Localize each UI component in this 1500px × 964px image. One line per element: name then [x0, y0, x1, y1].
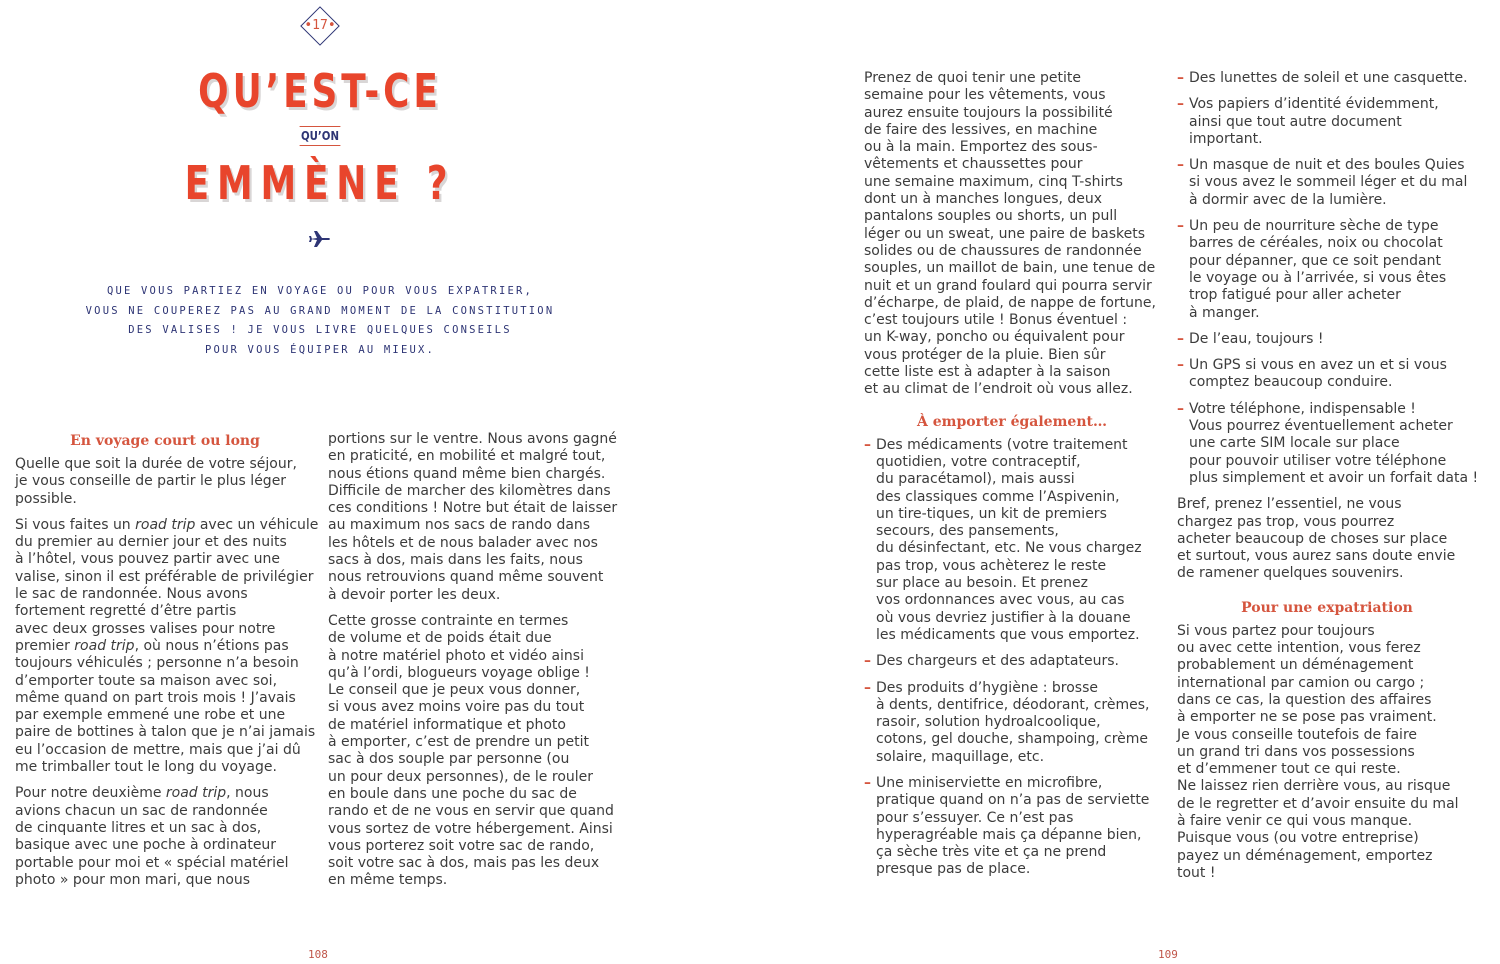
text-line: à faire venir ce qui vous manque. [1177, 812, 1413, 829]
dash-bullet-icon: – [1177, 218, 1184, 235]
text-line: vous porterez soit votre sac de rando, [328, 837, 595, 854]
text-line: si vous avez le sommeil léger et du mal [1189, 174, 1468, 191]
text-line: Des médicaments (votre traitement [876, 436, 1128, 453]
text-line: de faire des lessives, en machine [864, 121, 1098, 138]
left-column-2 [328, 431, 628, 899]
text-line: c’est toujours utile ! Bonus éventuel : [864, 312, 1128, 329]
text-line: ou à la main. Emportez des sous- [864, 139, 1098, 156]
text-line: sur place au besoin. Et prenez [876, 575, 1088, 592]
dash-bullet-icon: – [1177, 357, 1184, 374]
paragraph [1177, 623, 1477, 882]
text-line: basique avec une poche à ordinateur [15, 837, 277, 854]
text-line: ou avec cette intention, vous ferez [1177, 640, 1421, 657]
text-line: secours, des pansements, [876, 523, 1059, 540]
text-line: soit votre sac à dos, mais pas les deux [328, 855, 600, 872]
intro-line: DES VALISES ! JE VOUS LIVRE QUELQUES CONSEILS [128, 324, 512, 336]
text-line: me trimballer tout le long du voyage. [15, 759, 277, 776]
paragraph [864, 70, 1160, 399]
text-line: une carte SIM locale sur place [1189, 435, 1400, 452]
text-line: du premier au dernier jour et des nuits [15, 534, 287, 551]
text-line: un K-way, poncho ou équivalent pour [864, 329, 1125, 346]
paragraph [15, 516, 319, 776]
text-line: ainsi que tout autre document [1189, 113, 1402, 130]
text-line: Si vous faites un road trip avec un véhicule [15, 516, 319, 533]
text-line: en praticité, en mobilité et malgré tout, [328, 448, 606, 465]
bullet-item [1177, 218, 1477, 322]
text-line: fortement regretté d’être partis [15, 603, 237, 620]
dash-bullet-icon: – [1177, 400, 1184, 417]
bullet-item [864, 775, 1160, 879]
text-line: de matériel informatique et photo [328, 716, 566, 733]
text-line: Vous pourrez éventuellement acheter [1189, 418, 1453, 435]
text-line: à notre matériel photo et vidéo ainsi [328, 647, 584, 664]
text-line: Le conseil que je peux vous donner, [328, 682, 581, 699]
text-line: au maximum nos sacs de rando dans [328, 517, 591, 534]
page-number-right: 109 [1158, 948, 1178, 961]
chapter-title-line-1: QU’EST-CE [198, 64, 442, 118]
text-line: possible. [15, 490, 77, 507]
paragraph [15, 785, 315, 889]
text-line: quotidien, votre contraceptif, [876, 453, 1081, 470]
text-line: sac à dos souple par personne (ou [328, 751, 570, 768]
text-line: Bref, prenez l’essentiel, ne vous [1177, 496, 1402, 513]
text-line: ces conditions ! Notre but était de laisser [328, 500, 618, 517]
text-line: plus simplement et avoir un forfait data ! [1189, 469, 1479, 486]
text-line: valise, sinon il est préférable de privilégier [15, 568, 314, 585]
right-column-2 [1177, 70, 1477, 891]
text-line: pantalons souples ou shorts, un pull [864, 208, 1118, 225]
text-line: trop fatigué pour aller acheter [1189, 287, 1401, 304]
text-line: paire de bottines à talon que je n’ai jamais [15, 724, 316, 741]
dash-bullet-icon: – [864, 653, 871, 670]
text-line: le voyage ou à l’arrivée, si vous êtes [1189, 269, 1447, 286]
text-line: de le regretter et d’avoir ensuite du mal [1177, 795, 1459, 812]
text-line: un grand tri dans vos possessions [1177, 743, 1415, 760]
dash-bullet-icon: – [864, 774, 871, 791]
text-line: international par camion ou cargo ; [1177, 674, 1425, 691]
text-line: pratique quand on n’a pas de serviette [876, 792, 1150, 809]
airplane-icon [308, 228, 332, 250]
text-line: premier road trip, où nous n’étions pas [15, 637, 289, 654]
text-line: portions sur le ventre. Nous avons gagné [328, 431, 617, 447]
text-line: de cinquante litres et un sac à dos, [15, 819, 262, 836]
intro-line: QUE VOUS PARTIEZ EN VOYAGE OU POUR VOUS EXPATRIER, [106, 285, 534, 297]
text-line: rando et de ne vous en servir que quand [328, 803, 614, 820]
text-line: vous protéger de la pluie. Bien sûr [864, 346, 1106, 363]
text-line: barres de céréales, noix ou chocolat [1189, 235, 1443, 252]
text-line: du désinfectant, etc. Ne vous chargez [876, 540, 1142, 557]
text-line: toujours véhiculés ; personne n’a besoin [15, 655, 299, 672]
text-line: tout ! [1177, 864, 1216, 881]
text-line: à emporter, c’est de prendre un petit [328, 734, 589, 751]
text-line: solides ou de chaussures de randonnée [864, 242, 1142, 259]
text-line: à l’hôtel, vous pouvez partir avec une [15, 551, 280, 568]
text-line: les médicaments que vous emportez. [876, 626, 1140, 643]
text-line: des classiques comme l’Aspivenin, [876, 488, 1120, 505]
text-line: le sac de randonnée. Nous avons [15, 586, 248, 603]
text-line: Votre téléphone, indispensable ! [1189, 400, 1416, 417]
chapter-intro [60, 282, 580, 360]
right-page [750, 0, 1500, 964]
dash-bullet-icon: – [864, 436, 871, 453]
text-line: vos ordonnances avec vous, au cas [876, 592, 1125, 609]
text-line: chargez pas trop, vous pourrez [1177, 513, 1395, 530]
text-line: nous étions quand même bien chargés. [328, 465, 606, 482]
text-line: dont un à manches longues, deux [864, 191, 1103, 208]
text-line: Difficile de marcher des kilomètres dans [328, 482, 611, 499]
text-line: probablement un déménagement [1177, 657, 1414, 674]
bullet-item [1177, 96, 1477, 148]
text-line: d’écharpe, de plaid, de nappe de fortune, [864, 294, 1156, 311]
text-line: même quand on part trois mois ! J’avais [15, 689, 296, 706]
text-line: à emporter ne se pose pas vraiment. [1177, 709, 1437, 726]
text-line: les hôtels et de nous balader avec nos [328, 534, 598, 551]
text-line: acheter beaucoup de choses sur place [1177, 530, 1448, 547]
text-line: Si vous partez pour toujours [1177, 622, 1375, 639]
text-line: De l’eau, toujours ! [1189, 330, 1324, 347]
bullet-list [1177, 70, 1477, 487]
paragraph [15, 456, 315, 508]
text-line: à dents, dentifrice, déodorant, crèmes, [876, 696, 1150, 713]
text-line: aurez ensuite toujours la possibilité [864, 104, 1113, 121]
text-line: si vous avez moins voire pas du tout [328, 699, 585, 716]
section-heading-short-long-trip: En voyage court ou long [70, 433, 260, 449]
text-line: Des produits d’hygiène : brosse [876, 679, 1099, 696]
text-line: de ramener quelques souvenirs. [1177, 565, 1404, 582]
text-line: léger ou un sweat, une paire de baskets [864, 225, 1146, 242]
text-line: dans ce cas, la question des affaires [1177, 691, 1432, 708]
intro-line: VOUS NE COUPEREZ PAS AU GRAND MOMENT DE LA CONSTITUTION [85, 304, 555, 317]
text-line: Je vous conseille toutefois de faire [1177, 726, 1418, 743]
text-line: hyperagréable mais ça dépanne bien, [876, 826, 1142, 843]
dash-bullet-icon: – [1177, 70, 1184, 86]
text-line: cette liste est à adapter à la saison [864, 364, 1111, 381]
text-line: cotons, gel douche, shampoing, crème [876, 731, 1149, 748]
chapter-title-line-2: QU’ON [300, 126, 341, 146]
bullet-item [1177, 331, 1477, 348]
text-line: Ne laissez rien derrière vous, au risque [1177, 778, 1451, 795]
text-line: pour pouvoir utiliser votre téléphone [1189, 452, 1447, 469]
text-line: presque pas de place. [876, 861, 1031, 878]
text-line: nous retrouvions quand même souvent [328, 569, 604, 586]
text-line: et au climat de l’endroit où vous allez. [864, 381, 1133, 398]
text-line: pas trop, vous achèterez le reste [876, 557, 1107, 574]
text-line: avec deux grosses valises pour notre [15, 620, 276, 637]
bullet-item [1177, 70, 1477, 87]
text-line: d’emporter toute sa maison avec soi, [15, 672, 278, 689]
dash-bullet-icon: – [864, 679, 871, 696]
text-line: Puisque vous (ou votre entreprise) [1177, 830, 1419, 847]
text-line: Des lunettes de soleil et une casquette. [1189, 70, 1468, 86]
text-line: à manger. [1189, 304, 1260, 321]
text-line: portable pour moi et « spécial matériel [15, 854, 289, 871]
text-line: Un GPS si vous en avez un et si vous [1189, 357, 1447, 374]
text-line: de volume et de poids était due [328, 630, 552, 647]
chapter-badge [300, 6, 340, 46]
text-line: comptez beaucoup conduire. [1189, 374, 1393, 391]
text-line: Pour notre deuxième road trip, nous [15, 785, 269, 802]
text-line: un pour deux personnes), de le rouler [328, 768, 594, 785]
text-line: un tire-tiques, un kit de premiers [876, 505, 1107, 522]
chapter-title-line-3: EMMÈNE ? [184, 156, 456, 210]
bullet-item [864, 653, 1160, 670]
text-line: souples, un maillot de bain, une tenue de [864, 260, 1156, 277]
text-line: eu l’occasion de mettre, mais que j’ai dû [15, 741, 301, 758]
text-line: vêtements et chaussettes pour [864, 156, 1083, 173]
text-line: en même temps. [328, 872, 448, 889]
text-line: Vos papiers d’identité évidemment, [1189, 96, 1439, 113]
left-column-1 [15, 432, 319, 898]
text-line: qu’à l’ordi, blogueurs voyage oblige ! [328, 664, 590, 681]
text-line: payez un déménagement, emportez [1177, 847, 1433, 864]
text-line: en boule dans une poche du sac de [328, 785, 577, 802]
text-line: vous sortez de votre hébergement. Ainsi [328, 820, 613, 837]
text-line: Cette grosse contrainte en termes [328, 612, 569, 629]
text-line: où vous devriez justifier à la douane [876, 609, 1131, 626]
text-line: et surtout, vous aurez sans doute envie [1177, 548, 1456, 565]
text-line: nuit et un grand foulard qui pourra servir [864, 277, 1152, 294]
page-number-left: 108 [308, 948, 328, 961]
bullet-item [1177, 157, 1477, 209]
section-heading-expatriation: Pour une expatriation [1241, 599, 1413, 616]
text-line: à devoir porter les deux. [328, 586, 501, 603]
text-line: avions chacun un sac de randonnée [15, 802, 268, 819]
text-line: Quelle que soit la durée de votre séjour, [15, 456, 297, 472]
dash-bullet-icon: – [1177, 330, 1184, 347]
paragraph [1177, 496, 1477, 582]
text-line: sacs à dos, mais dans les faits, nous [328, 552, 583, 569]
text-line: à dormir avec de la lumière. [1189, 191, 1387, 208]
text-line: et d’emmener tout ce qui reste. [1177, 761, 1401, 778]
bullet-list [864, 437, 1160, 879]
text-line: du paracétamol), mais aussi [876, 471, 1075, 488]
text-line: ça sèche très vite et ça ne prend [876, 844, 1107, 861]
paragraph [328, 431, 628, 604]
bullet-item [1177, 357, 1477, 392]
text-line: par exemple emmené une robe et une [15, 707, 286, 724]
text-line: Une miniserviette en microfibre, [876, 774, 1103, 791]
section-heading-also-bring: À emporter également… [917, 413, 1107, 430]
text-line: Un peu de nourriture sèche de type [1189, 218, 1439, 235]
text-line: Prenez de quoi tenir une petite [864, 70, 1082, 86]
text-line: une semaine maximum, cinq T-shirts [864, 173, 1123, 190]
text-line: Un masque de nuit et des boules Quies [1189, 157, 1465, 174]
text-line: semaine pour les vêtements, vous [864, 87, 1106, 104]
text-line: rasoir, solution hydroalcoolique, [876, 714, 1101, 731]
dash-bullet-icon: – [1177, 96, 1184, 113]
bullet-item [864, 437, 1160, 645]
right-column-1 [864, 70, 1160, 888]
dash-bullet-icon: – [1177, 157, 1184, 174]
chapter-number: •17• [304, 18, 336, 33]
paragraph [328, 613, 628, 890]
text-line: photo » pour mon mari, que nous [15, 871, 251, 888]
text-line: je vous conseille de partir le plus léger [15, 473, 287, 490]
intro-line: POUR VOUS ÉQUIPER AU MIEUX. [204, 343, 436, 356]
bullet-item [864, 680, 1160, 766]
text-line: pour s’essuyer. Ce n’est pas [876, 809, 1074, 826]
text-line: important. [1189, 130, 1263, 147]
bullet-item [1177, 401, 1477, 487]
text-line: pour dépanner, que ce soit pendant [1189, 252, 1441, 269]
text-line: solaire, maquillage, etc. [876, 748, 1045, 765]
text-line: Des chargeurs et des adaptateurs. [876, 653, 1119, 670]
